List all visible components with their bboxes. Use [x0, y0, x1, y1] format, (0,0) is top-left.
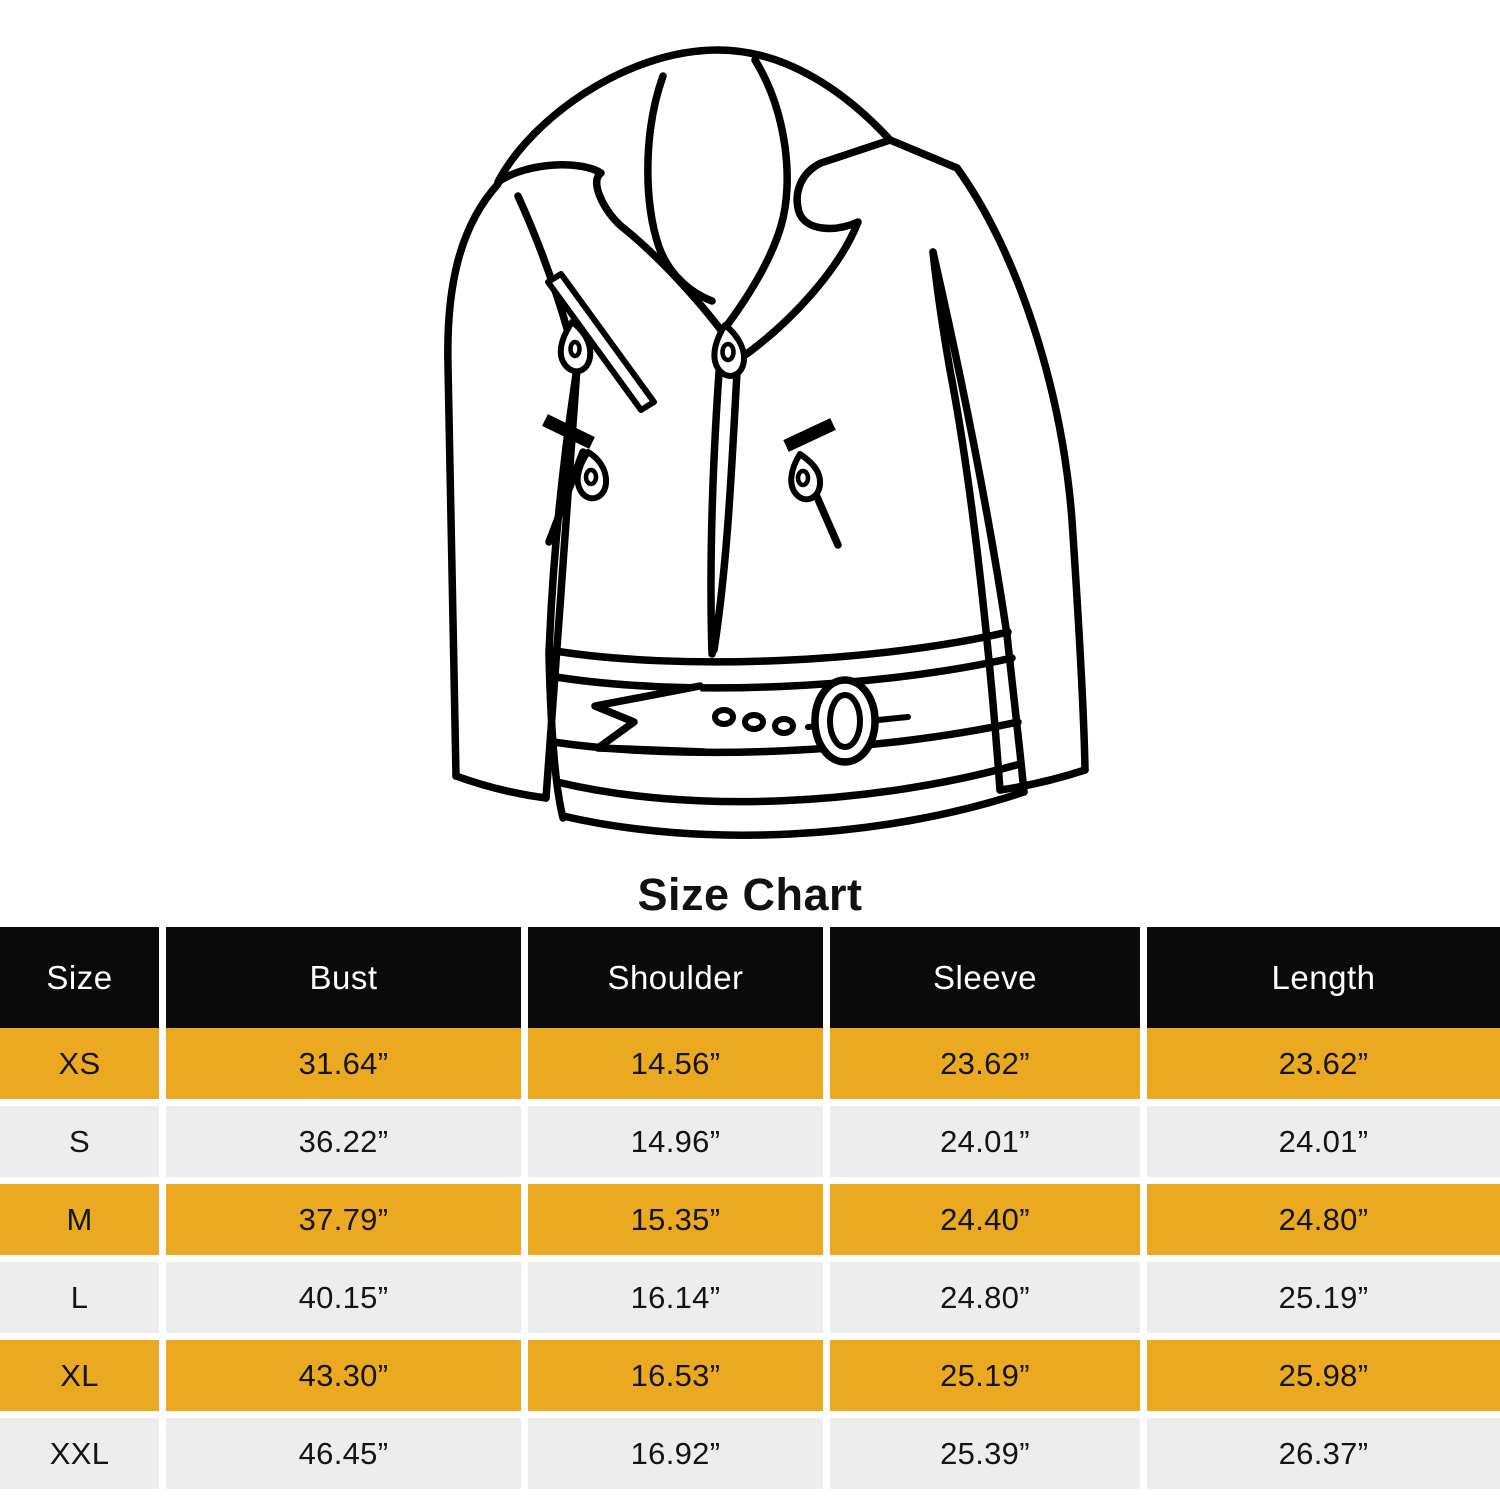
cell-shoulder: 16.92”	[528, 1418, 823, 1489]
jacket-chest-zipper	[548, 274, 654, 410]
header-bust: Bust	[166, 927, 521, 1028]
belt-hole	[745, 715, 763, 729]
table-row-xxl	[0, 1418, 1500, 1489]
belt-hole	[775, 719, 793, 733]
belt-hole	[715, 710, 733, 724]
cell-shoulder: 14.56”	[528, 1028, 823, 1099]
size-table	[0, 927, 1500, 1489]
table-row-m	[0, 1184, 1500, 1255]
cell-length: 25.19”	[1147, 1262, 1500, 1333]
cell-bust: 46.45”	[166, 1418, 521, 1489]
cell-size: M	[0, 1184, 159, 1255]
jacket-main-zipper	[711, 372, 737, 654]
jacket-svg	[430, 10, 1090, 860]
jacket-right-sleeve	[933, 168, 1085, 790]
cell-size: S	[0, 1106, 159, 1177]
cell-sleeve: 24.01”	[830, 1106, 1140, 1177]
jacket-belt	[549, 632, 1024, 835]
cell-bust: 31.64”	[166, 1028, 521, 1099]
header-size: Size	[0, 927, 159, 1028]
cell-size: L	[0, 1262, 159, 1333]
jacket-pocket-zipper-left	[545, 420, 606, 542]
cell-sleeve: 23.62”	[830, 1028, 1140, 1099]
jacket-buckle	[808, 680, 908, 762]
table-header-row	[0, 927, 1500, 1028]
table-row-xl	[0, 1340, 1500, 1411]
cell-length: 24.80”	[1147, 1184, 1500, 1255]
cell-length: 25.98”	[1147, 1340, 1500, 1411]
jacket-pocket-zipper-right	[786, 424, 838, 545]
jacket-illustration	[430, 10, 1090, 860]
belt-strap-end	[595, 686, 705, 752]
cell-length: 24.01”	[1147, 1106, 1500, 1177]
page-title: Size Chart	[637, 869, 863, 920]
cell-size: XXL	[0, 1418, 159, 1489]
cell-shoulder: 16.53”	[528, 1340, 823, 1411]
cell-bust: 40.15”	[166, 1262, 521, 1333]
cell-shoulder: 15.35”	[528, 1184, 823, 1255]
header-sleeve: Sleeve	[830, 927, 1140, 1028]
cell-bust: 37.79”	[166, 1184, 521, 1255]
table-row-s	[0, 1106, 1500, 1177]
cell-shoulder: 16.14”	[528, 1262, 823, 1333]
header-shoulder: Shoulder	[528, 927, 823, 1028]
cell-size: XL	[0, 1340, 159, 1411]
table-body	[0, 1028, 1500, 1489]
cell-sleeve: 25.19”	[830, 1340, 1140, 1411]
cell-sleeve: 24.40”	[830, 1184, 1140, 1255]
cell-bust: 43.30”	[166, 1340, 521, 1411]
cell-length: 23.62”	[1147, 1028, 1500, 1099]
cell-length: 26.37”	[1147, 1418, 1500, 1489]
table-row-l	[0, 1262, 1500, 1333]
cell-bust: 36.22”	[166, 1106, 521, 1177]
cell-size: XS	[0, 1028, 159, 1099]
cell-shoulder: 14.96”	[528, 1106, 823, 1177]
cell-sleeve: 25.39”	[830, 1418, 1140, 1489]
header-length: Length	[1147, 927, 1500, 1028]
table-row-xs	[0, 1028, 1500, 1099]
cell-sleeve: 24.80”	[830, 1262, 1140, 1333]
